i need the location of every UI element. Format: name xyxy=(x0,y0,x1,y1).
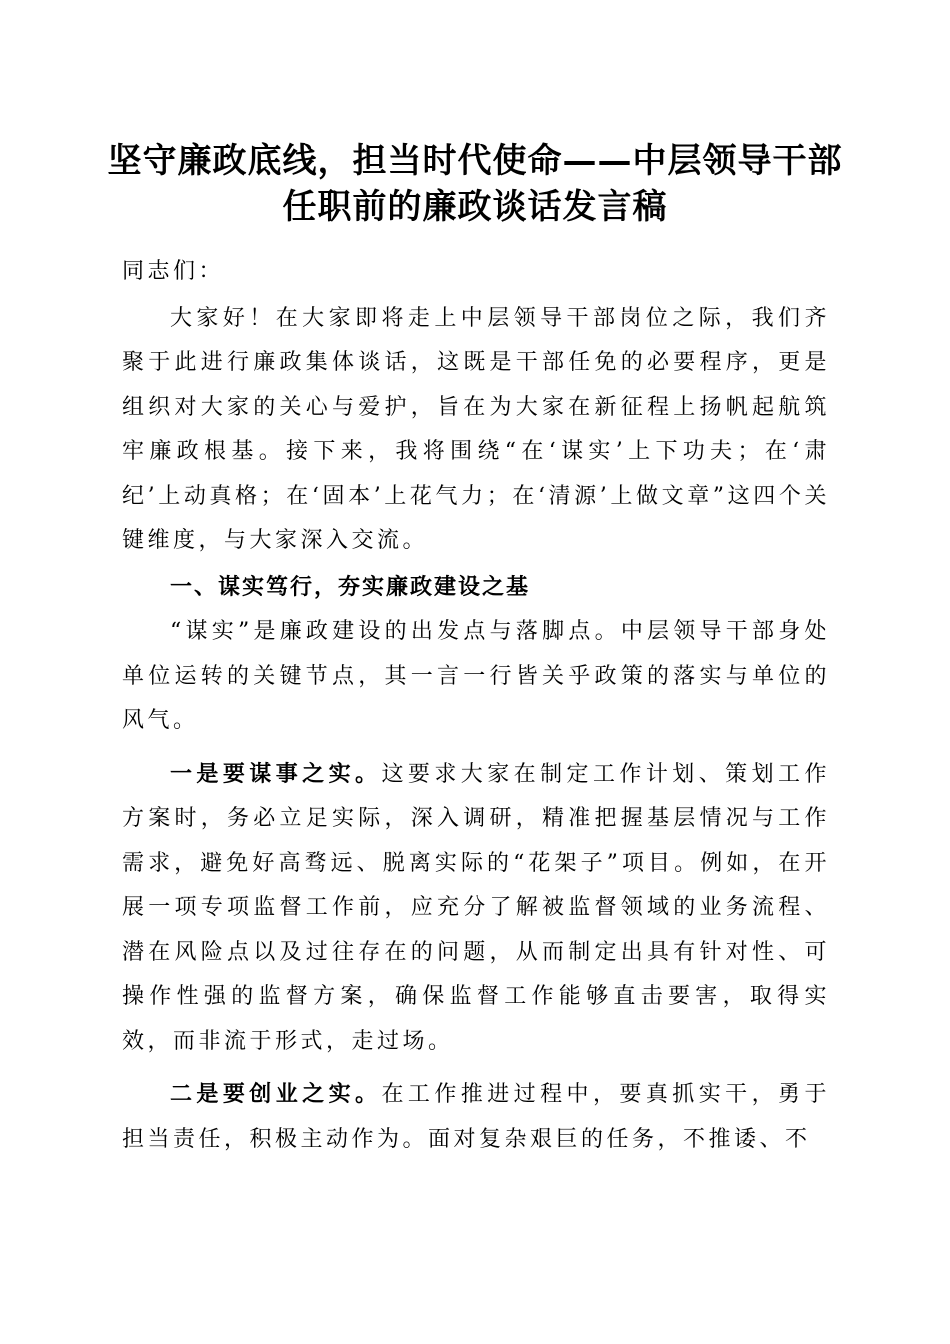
salutation: 同志们： xyxy=(122,259,225,284)
point-one-paragraph xyxy=(122,752,830,1065)
document-title: 坚守廉政底线，担当时代使命——中层领导干部任职前的廉政谈话发言稿 xyxy=(107,141,843,227)
document-body xyxy=(122,250,830,1162)
point-one-text: 这要求大家在制定工作计划、策划工作方案时，务必立足实际，深入调研，精准把握基层情况与工作需求，避免好高骛远、脱离实际的“花架子”项目。例如，在开展一项专项监督工作前，应充分了解被监督领域的业务流程、潜在风险点以及过往存在的问题，从而制定出具有针对性、可操作性强的监督方案，确保监督工作能够直击要害，取得实效，而非流于形式，走过场。 xyxy=(122,761,830,1054)
section-heading: 一、谋实笃行，夯实廉政建设之基 xyxy=(170,574,531,600)
point-two-text: 在工作推进过程中，要真抓实干，勇于担当责任，积极主动作为。面对复杂艰巨的任务，不推诿、不 xyxy=(122,1082,830,1152)
point-one-lead: 一是要谋事之实。 xyxy=(170,760,382,787)
point-two-paragraph xyxy=(122,1072,830,1162)
point-two-lead: 二是要创业之实。 xyxy=(170,1081,382,1107)
section-intro-paragraph: “谋实”是廉政建设的出发点与落脚点。中层领导干部身处单位运转的关键节点，其一言一行皆关乎政策的落实与单位的风气。 xyxy=(122,619,830,733)
intro-paragraph: 大家好！在大家即将走上中层领导干部岗位之际，我们齐聚于此进行廉政集体谈话，这既是干部任免的必要程序，更是组织对大家的关心与爱护，旨在为大家在新征程上扬帆起航筑牢廉政根基。接下来，我将围绕“在‘谋实’上下功夫；在‘肃纪’上动真格；在‘固本’上花气力；在‘清源’上做文章”这四个关键维度，与大家深入交流。 xyxy=(122,305,830,553)
